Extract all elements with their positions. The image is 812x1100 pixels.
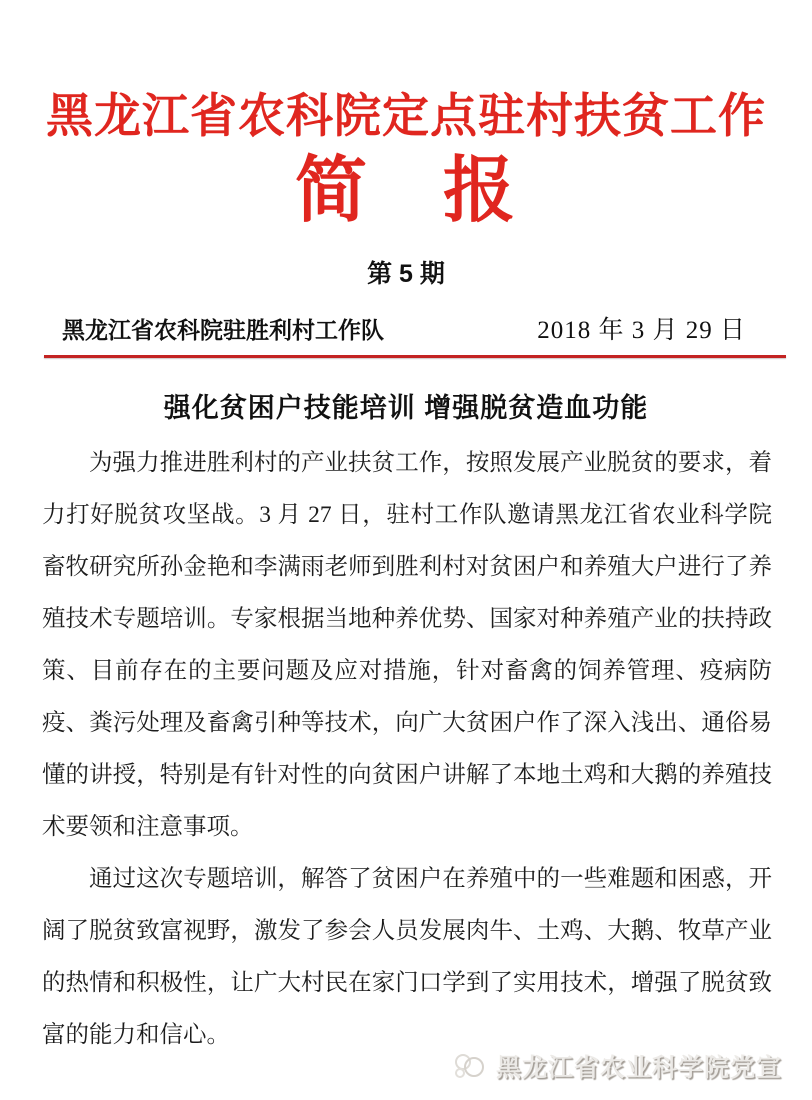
byline-date: 2018 年 3 月 29 日 [537,316,746,344]
footer-watermark [452,1048,782,1084]
academy-emblem-icon [452,1051,488,1081]
article-title: 强化贫困户技能培训 增强脱贫造血功能 [163,392,649,423]
issue-number: 第 5 期 [367,259,445,288]
byline-row [62,310,746,346]
masthead [0,0,812,290]
masthead-title-second-line: 简 报 [294,151,517,232]
article-paragraph-2: 通过这次专题培训，解答了贫困户在养殖中的一些难题和困惑，开阔了脱贫致富视野，激发了参会人员发展肉牛、土鸡、大鹅、牧草产业的热情和积极性，让广大村民在家门口学到了实用技术，增强了脱贫致富的能力和信心。 [42,865,772,1048]
red-divider-rule [44,355,786,358]
byline-organization: 黑龙江省农科院驻胜利村工作队 [62,316,384,343]
article-body [42,437,772,1061]
article-paragraph-1: 为强力推进胜利村的产业扶贫工作，按照发展产业脱贫的要求，着力打好脱贫攻坚战。3 月 27 日，驻村工作队邀请黑龙江省农业科学院畜牧研究所孙金艳和李满雨老师到胜利村对贫困户和养殖大户进行了养殖技术专题培训。专家根据当地种养优势、国家对种养殖产业的扶持政策、目前存在的主要问题及应对措施，针对畜禽的饲养管理、疫病防疫、粪污处理及畜禽引种等技术，向广大贫困户作了深入浅出、通俗易懂的讲授，特别是有针对性的向贫困户讲解了本地土鸡和大鹅的养殖技术要领和注意事项。 [42,449,772,840]
masthead-title: 黑龙江省农科院定点驻村扶贫工作 [46,89,766,142]
watermark-text: 黑龙江省农业科学院党宣 [495,1054,782,1082]
